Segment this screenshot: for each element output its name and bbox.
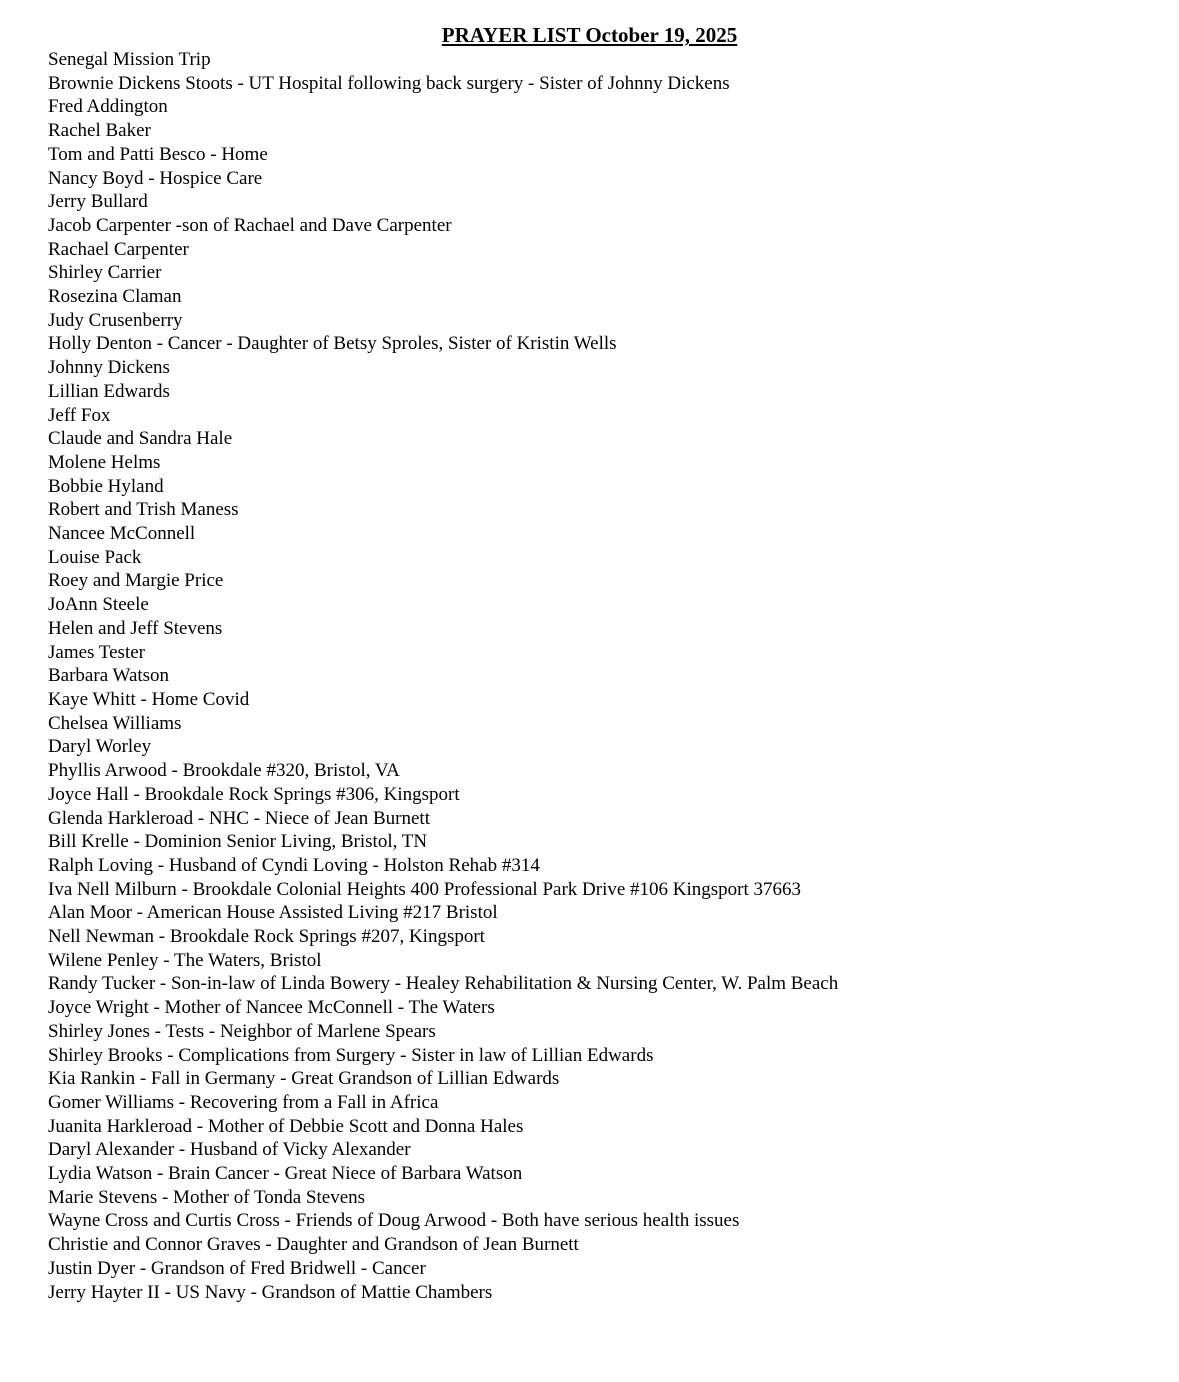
prayer-list-entry: Daryl Worley xyxy=(48,736,152,758)
prayer-list-entry: Justin Dyer - Grandson of Fred Bridwell - Cancer xyxy=(48,1257,426,1279)
prayer-list-entry: Barbara Watson xyxy=(48,665,170,687)
prayer-list-entry: Shirley Jones - Tests - Neighbor of Marlene Spears xyxy=(48,1020,436,1042)
prayer-list-entry: Nancee McConnell xyxy=(48,523,196,545)
prayer-list-entry: Chelsea Williams xyxy=(48,712,182,734)
prayer-list-entry: JoAnn Steele xyxy=(48,594,149,616)
document-title: PRAYER LIST October 19, 2025 xyxy=(441,23,738,47)
prayer-list-entry: Jeff Fox xyxy=(48,404,111,426)
prayer-list-entry: Nell Newman - Brookdale Rock Springs #207, Kingsport xyxy=(48,926,485,948)
prayer-list-entry: Bobbie Hyland xyxy=(48,475,164,497)
prayer-list-entry: Jacob Carpenter -son of Rachael and Dave Carpenter xyxy=(48,214,452,236)
prayer-list-entry: Judy Crusenberry xyxy=(48,309,183,331)
prayer-list-entry: Alan Moor - American House Assisted Living #217 Bristol xyxy=(48,902,498,924)
prayer-list-entry: Lydia Watson - Brain Cancer - Great Niece of Barbara Watson xyxy=(48,1163,523,1185)
prayer-list-entry: Joyce Hall - Brookdale Rock Springs #306, Kingsport xyxy=(48,783,460,805)
prayer-list-entry: Randy Tucker - Son-in-law of Linda Bowery - Healey Rehabilitation & Nursing Center, W. Palm Beach xyxy=(48,973,839,995)
prayer-list-entry: Kia Rankin - Fall in Germany - Great Grandson of Lillian Edwards xyxy=(48,1068,560,1090)
prayer-list-entry: Rachael Carpenter xyxy=(48,238,189,260)
prayer-list-entry: Tom and Patti Besco - Home xyxy=(48,143,268,165)
prayer-list-entry: Kaye Whitt - Home Covid xyxy=(48,688,250,710)
prayer-list-entry: Marie Stevens - Mother of Tonda Stevens xyxy=(48,1186,366,1208)
prayer-list-entry: Jerry Bullard xyxy=(48,191,148,213)
prayer-list-entry: Iva Nell Milburn - Brookdale Colonial Heights 400 Professional Park Drive #106 Kingsport 37663 xyxy=(48,878,802,900)
prayer-list-entry: Holly Denton - Cancer - Daughter of Betsy Sproles, Sister of Kristin Wells xyxy=(48,333,617,355)
prayer-list-entry: Robert and Trish Maness xyxy=(48,499,239,521)
prayer-list-entry: Rosezina Claman xyxy=(48,286,182,308)
prayer-list-entry: Molene Helms xyxy=(48,451,161,473)
prayer-list-entry: Wilene Penley - The Waters, Bristol xyxy=(48,949,322,971)
prayer-list-entry: Senegal Mission Trip xyxy=(48,49,211,70)
prayer-list-entry: Gomer Williams - Recovering from a Fall in Africa xyxy=(48,1091,439,1113)
prayer-list-entry: Shirley Carrier xyxy=(48,262,162,284)
prayer-list-entry: Glenda Harkleroad - NHC - Niece of Jean Burnett xyxy=(48,807,430,829)
prayer-list-entry: Wayne Cross and Curtis Cross - Friends of Doug Arwood - Both have serious health issues xyxy=(48,1210,740,1232)
prayer-list-entry: Nancy Boyd - Hospice Care xyxy=(48,167,263,189)
prayer-list-entry: Rachel Baker xyxy=(48,120,151,142)
prayer-list-entry: Brownie Dickens Stoots - UT Hospital following back surgery - Sister of Johnny Dickens xyxy=(48,72,730,94)
prayer-list-entry: Daryl Alexander - Husband of Vicky Alexander xyxy=(48,1139,411,1161)
prayer-list-entry: Shirley Brooks - Complications from Surgery - Sister in law of Lillian Edwards xyxy=(48,1044,654,1066)
prayer-list-entry: James Tester xyxy=(48,641,145,663)
prayer-list-entry: Phyllis Arwood - Brookdale #320, Bristol, VA xyxy=(48,760,400,782)
prayer-list-entry: Bill Krelle - Dominion Senior Living, Bristol, TN xyxy=(48,831,428,853)
prayer-list-entry: Helen and Jeff Stevens xyxy=(48,617,223,639)
prayer-list-entry: Fred Addington xyxy=(48,96,168,118)
prayer-list-entry: Louise Pack xyxy=(48,546,142,568)
prayer-list-entry: Claude and Sandra Hale xyxy=(48,428,233,450)
prayer-list-entry: Ralph Loving - Husband of Cyndi Loving - Holston Rehab #314 xyxy=(48,854,540,876)
prayer-list-entry: Christie and Connor Graves - Daughter and Grandson of Jean Burnett xyxy=(48,1234,579,1256)
prayer-list-entry: Lillian Edwards xyxy=(48,380,170,402)
prayer-list-entry: Joyce Wright - Mother of Nancee McConnell - The Waters xyxy=(48,997,495,1019)
prayer-list-entry: Johnny Dickens xyxy=(48,357,170,379)
prayer-list-entry: Roey and Margie Price xyxy=(48,570,224,592)
prayer-list-entry: Jerry Hayter II - US Navy - Grandson of Mattie Chambers xyxy=(48,1281,493,1303)
prayer-list-entry: Juanita Harkleroad - Mother of Debbie Scott and Donna Hales xyxy=(48,1115,524,1137)
prayer-list xyxy=(0,48,1179,1304)
